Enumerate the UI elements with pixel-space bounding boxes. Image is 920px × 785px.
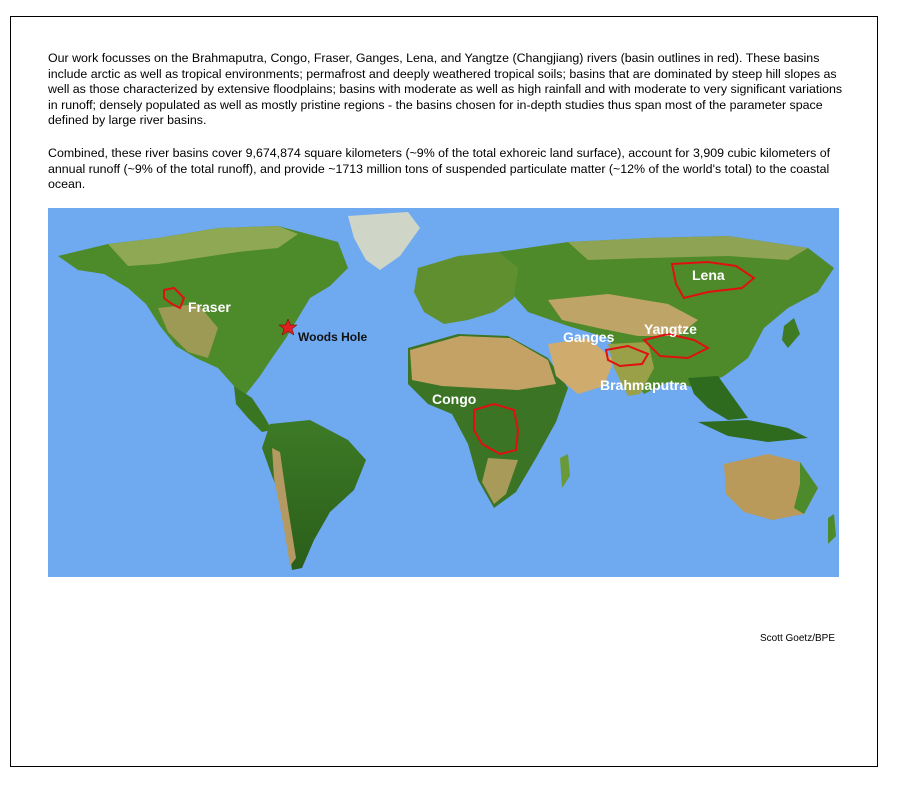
label-congo: Congo bbox=[432, 391, 477, 407]
credit-line: Scott Goetz/BPE bbox=[759, 633, 835, 644]
combined-paragraph: Combined, these river basins cover 9,674,874 square kilometers (~9% of the total exhoreic land surface), account for 3,909 cubic kilometers of annual runoff (~9% of the total runoff), and provide ~1713 million tons of suspended particulate matter (~12% of the world's total) to the coastal ocean. bbox=[48, 146, 831, 191]
label-fraser: Fraser bbox=[188, 299, 231, 315]
label-brahmaputra: Brahmaputra bbox=[600, 377, 688, 393]
label-lena: Lena bbox=[692, 267, 725, 283]
label-woods-hole: Woods Hole bbox=[298, 330, 368, 344]
label-yangtze: Yangtze bbox=[644, 321, 697, 337]
label-ganges: Ganges bbox=[563, 329, 615, 345]
world-map bbox=[48, 208, 839, 577]
intro-paragraph: Our work focusses on the Brahmaputra, Congo, Fraser, Ganges, Lena, and Yangtze (Changjiang) rivers (basin outlines in red). These basins include arctic as well as tropical environments; permafrost and deeply weathered tropical soils; basins that are dominated by steep hill slopes as well as those characterized by extensive floodplains; basins with moderate as well as high rainfall and with moderate to very significant variations in runoff; densely populated as well as mostly pristine regions - the basins chosen for in-depth studies thus span most of the parameter space defined by large river basins. bbox=[48, 51, 843, 127]
